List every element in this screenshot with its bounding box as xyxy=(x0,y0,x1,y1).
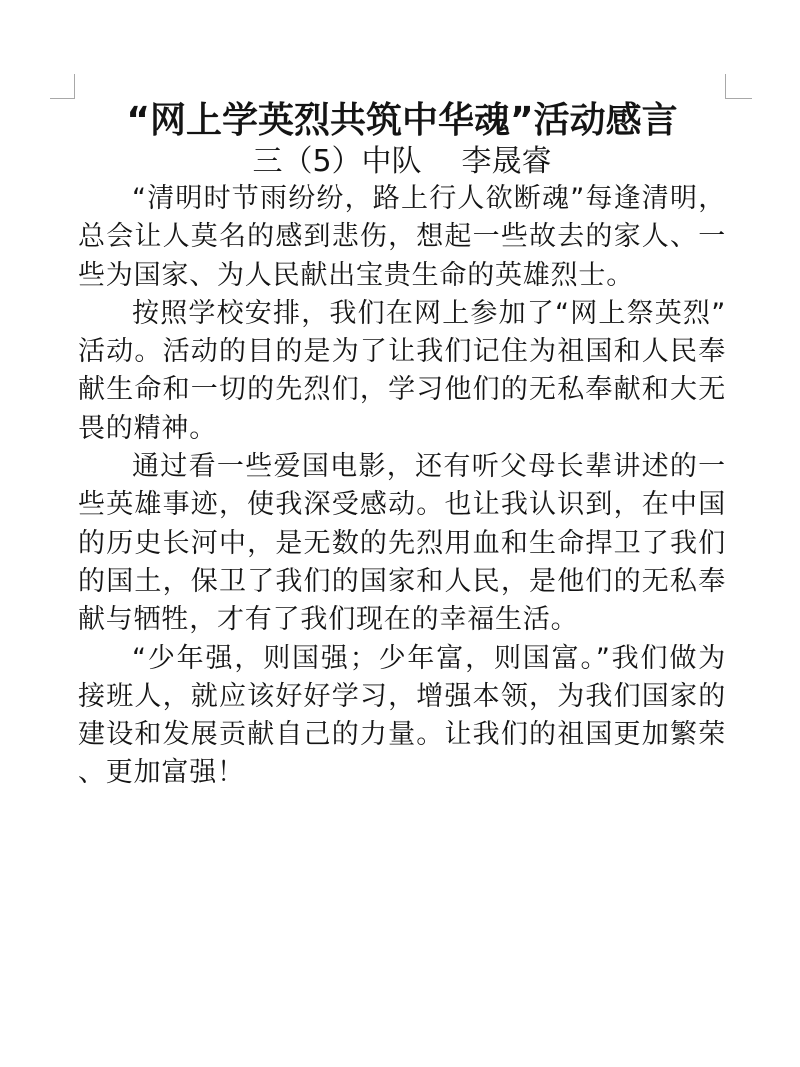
paragraph-4: “少年强，则国强；少年富，则国富。”我们做为接班人，就应该好好学习，增强本领，为我们国家的建设和发展贡献自己的力量。让我们的祖国更加繁荣、更加富强！ xyxy=(78,642,726,789)
page-margin-corner-top-left xyxy=(50,74,75,99)
paragraph-1: “清明时节雨纷纷，路上行人欲断魂”每逢清明，总会让人莫名的感到悲伤，想起一些故去的家人、一些为国家、为人民献出宝贵生命的英雄烈士。 xyxy=(78,183,726,291)
byline-author: 李晟睿 xyxy=(461,144,552,179)
page-margin-corner-top-right xyxy=(725,74,752,99)
document-body xyxy=(78,180,726,793)
paragraph-2: 按照学校安排，我们在网上参加了“网上祭英烈”活动。活动的目的是为了让我们记住为祖国和人民奉献生命和一切的先烈们，学习他们的无私奉献和大无畏的精神。 xyxy=(78,297,726,444)
document-title: “网上学英烈共筑中华魂”活动感言 xyxy=(126,100,678,141)
document-byline xyxy=(78,140,726,184)
paragraph-3: 通过看一些爱国电影，还有听父母长辈讲述的一些英雄事迹，使我深受感动。也让我认识到，在中国的历史长河中，是无数的先烈用血和生命捍卫了我们的国土，保卫了我们的国家和人民，是他们的无私奉献与牺牲，才有了我们现在的幸福生活。 xyxy=(78,451,726,636)
byline-class: 三（5）中队 xyxy=(252,144,422,179)
